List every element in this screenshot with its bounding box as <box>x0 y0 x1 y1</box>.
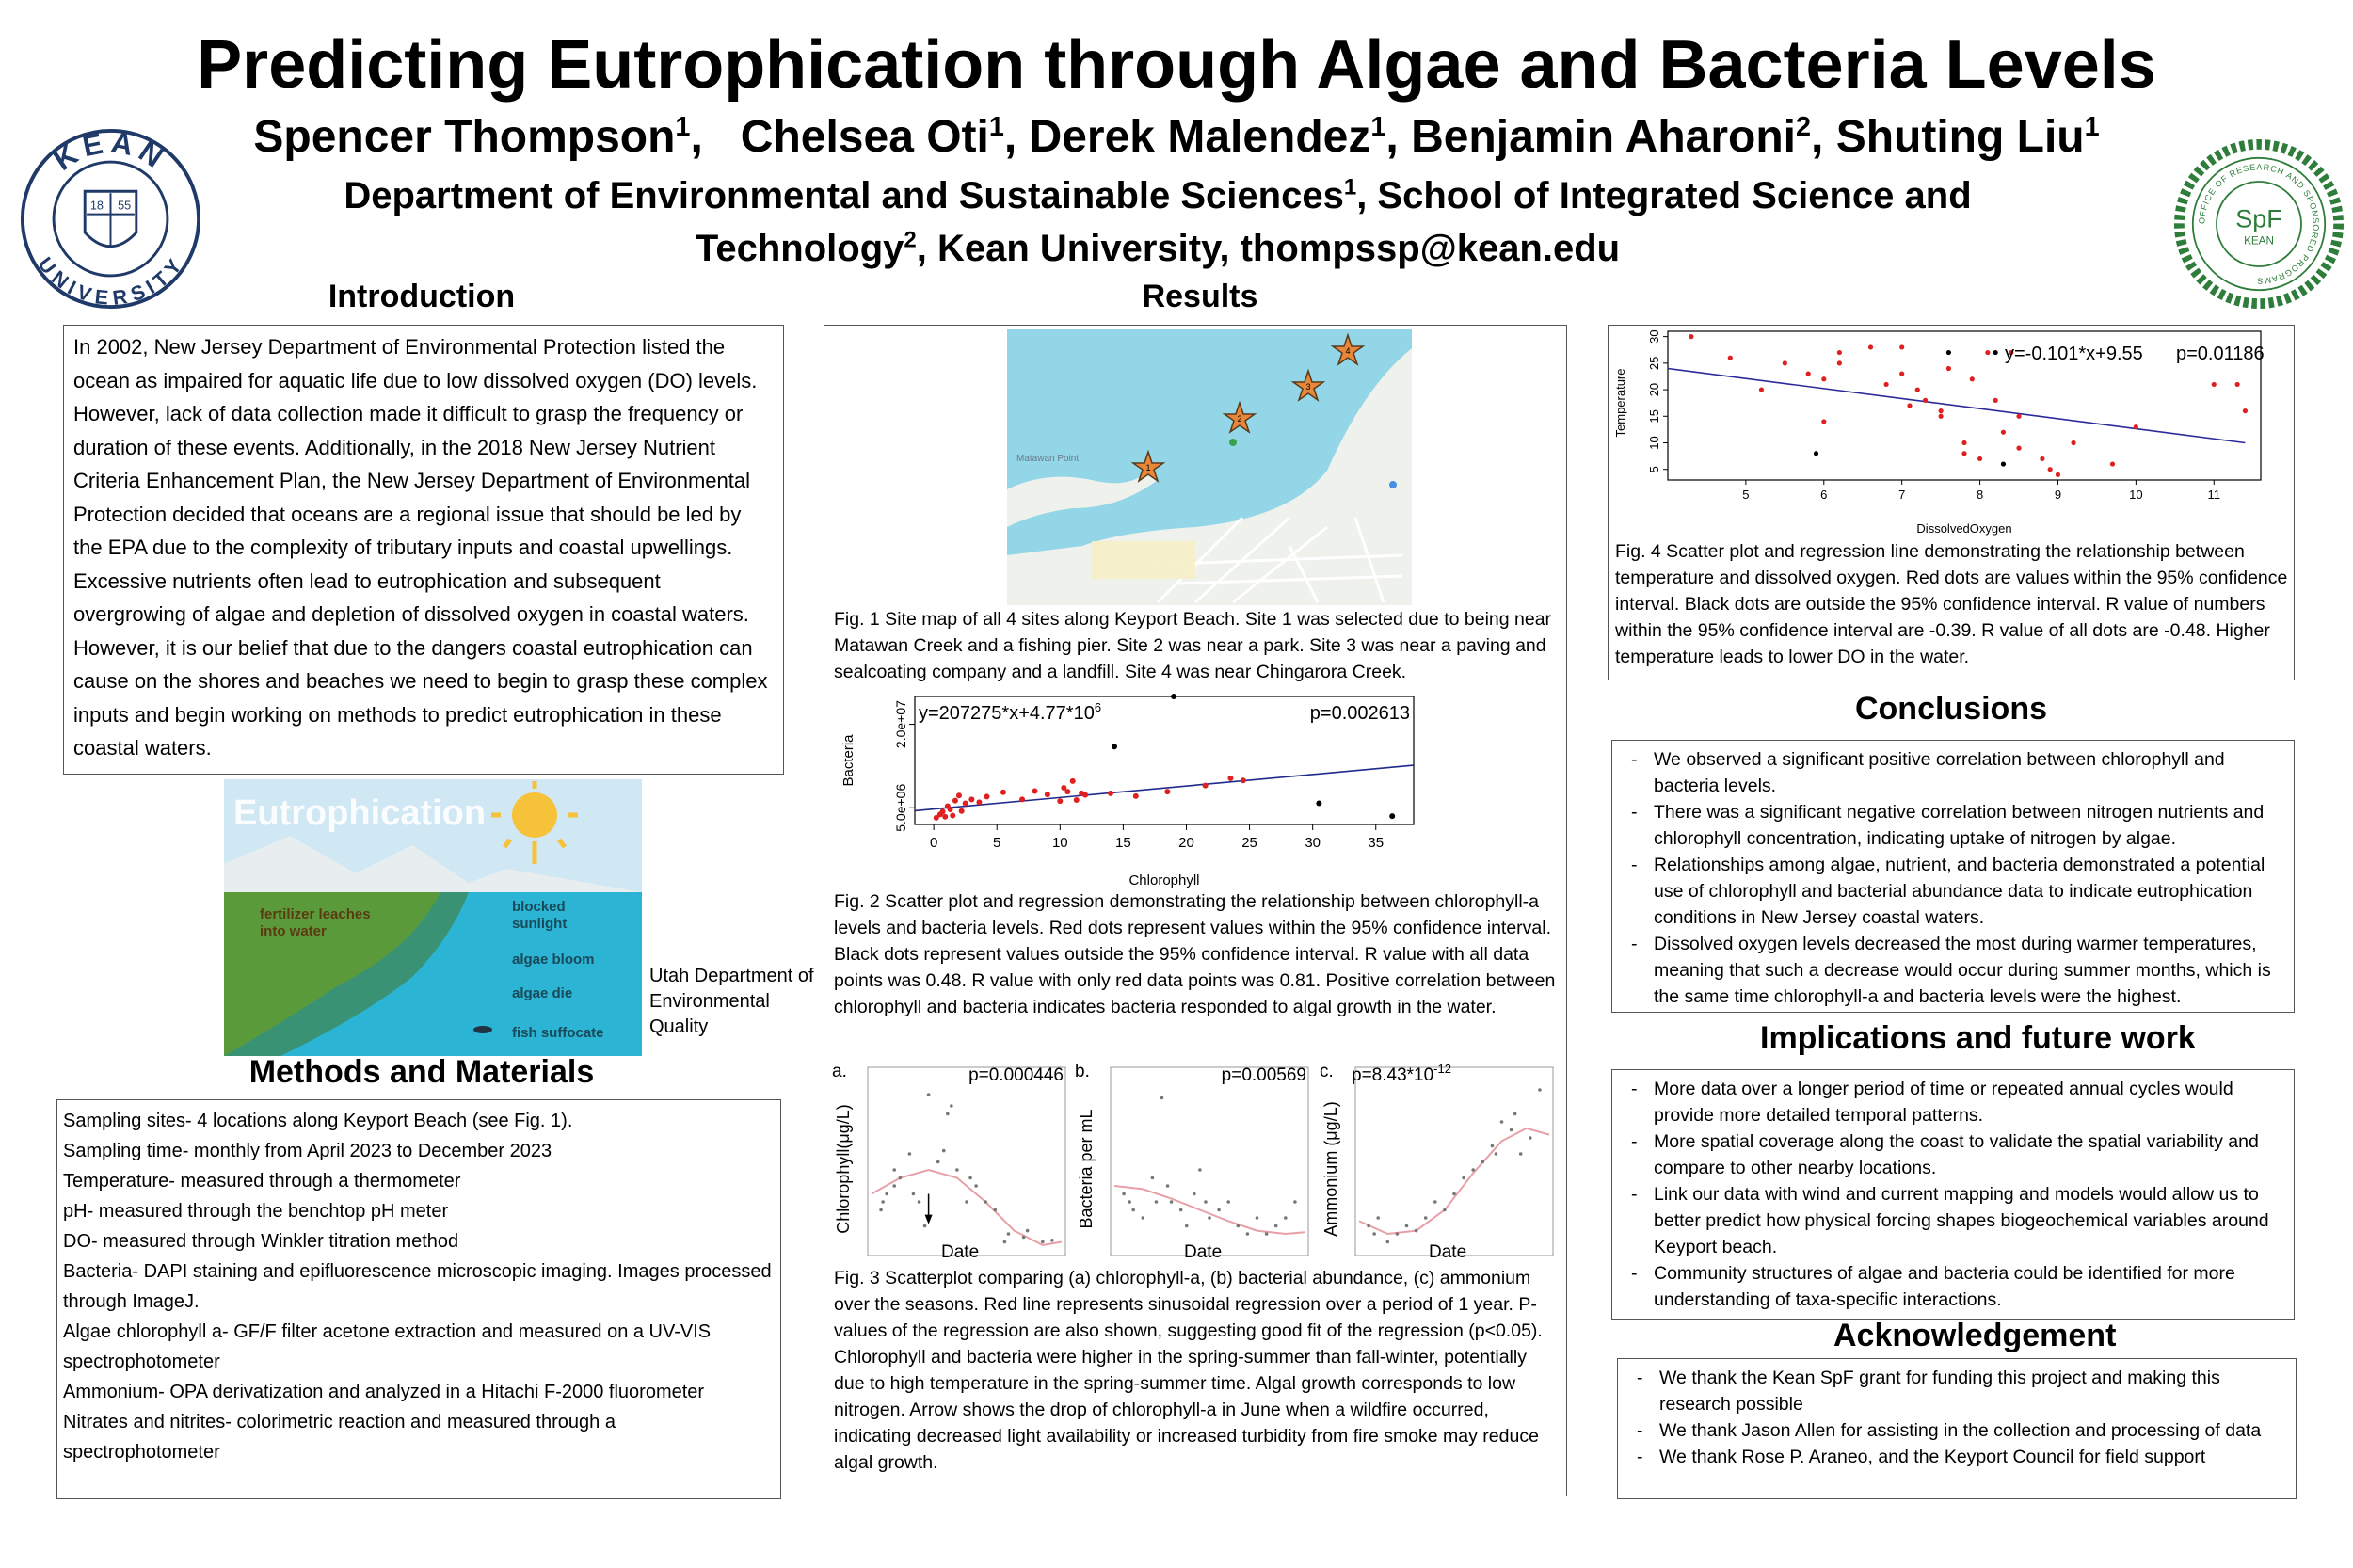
author-name: Benjamin Aharoni <box>1411 112 1796 162</box>
fig3c-y-axis-label: Ammonium (μg/L) <box>1321 1101 1340 1237</box>
fig3-data-point <box>1007 1232 1011 1236</box>
fig3-data-point <box>1204 1200 1208 1204</box>
fig3a-x-axis-label: Date <box>941 1242 980 1262</box>
fig4-data-point <box>1923 398 1928 403</box>
fig4-data-point <box>1821 419 1826 424</box>
eutro-label-6: algae die <box>512 985 573 1001</box>
eutrophication-title: Eutrophication <box>233 793 487 833</box>
fig3-data-point <box>1491 1144 1495 1148</box>
kean-logo-top-text: KEAN <box>47 127 174 178</box>
fig3-data-point <box>1452 1192 1456 1196</box>
fig3-data-point <box>1500 1120 1504 1124</box>
fig3-data-point <box>1284 1216 1288 1220</box>
spf-logo <box>2174 139 2344 309</box>
author-affiliation-number: 2 <box>1796 112 1812 142</box>
conclusion-item: - Relationships among algae, nutrient, and bacteria demonstrated a potential use of chlorophyll and bacterial abundance data to indicate eutrophication conditions in New Jersey coastal waters. <box>1620 852 2286 931</box>
site-marker-label: 3 <box>1305 382 1311 392</box>
fig3b-x-axis-label: Date <box>1184 1242 1223 1262</box>
fig4-data-point <box>1961 451 1966 456</box>
fig4-data-point <box>1783 360 1787 365</box>
fig3-data-point <box>1424 1216 1428 1220</box>
fig3-data-point <box>968 1176 972 1180</box>
spf-ring-text: OFFICE OF RESEARCH AND SPONSORED PROGRAMS <box>2197 162 2321 286</box>
kean-logo-bottom-text: UNIVERSITY <box>33 252 188 311</box>
fig2-equation-sup: 6 <box>1094 700 1102 714</box>
fig3-data-point <box>892 1184 896 1188</box>
svg-text:KEAN <box>48 127 174 177</box>
fig2-data-point <box>1241 777 1246 783</box>
fig3-data-point <box>1376 1216 1380 1220</box>
implication-item: - More spatial coverage along the coast to validate the spatial variability and compare to other nearby locations. <box>1620 1128 2286 1181</box>
fig2-data-point <box>976 799 982 805</box>
acknowledgement-item: - We thank the Kean SpF grant for funding this project and making this research possible <box>1625 1365 2288 1417</box>
fig3-data-point <box>1003 1240 1007 1244</box>
fig2-data-point <box>1316 801 1321 807</box>
author-affiliation-number: 1 <box>988 112 1004 142</box>
fig2-data-point <box>956 792 962 798</box>
fig3-data-point <box>1265 1232 1269 1236</box>
fig3-data-point <box>1041 1240 1045 1244</box>
eutro-label-2: into water <box>260 923 327 939</box>
fig2-regression-line <box>915 765 1414 810</box>
author-affiliation-number: 1 <box>2084 112 2100 142</box>
fig4-data-point <box>1977 456 1982 461</box>
fig3-data-point <box>1433 1200 1437 1204</box>
fig3-data-point <box>1471 1168 1475 1172</box>
fig2-y-tick-label: 2.0e+07 <box>893 700 908 749</box>
affiliation-number: 2 <box>904 227 917 253</box>
map-pin-icon <box>1389 481 1397 488</box>
fig2-data-point <box>1057 798 1063 804</box>
fig4-data-point <box>1939 408 1944 413</box>
fig3b-pvalue: p=0.00569 <box>1221 1065 1306 1085</box>
methods-line: Temperature- measured through a thermometer <box>63 1171 461 1192</box>
methods-line: Ammonium- OPA derivatization and analyzed in a Hitachi F-2000 fluorometer <box>63 1382 705 1402</box>
fig3-data-point <box>1405 1224 1409 1228</box>
fig3-data-point <box>1142 1216 1145 1220</box>
poster-title: Predicting Eutrophication through Algae and Bacteria Levels <box>197 27 2156 103</box>
eutro-label-4: sunlight <box>512 916 568 932</box>
fig2-caption: Fig. 2 Scatter plot and regression demonstrating the relationship between chlorophyll-a levels and bacteria levels. Red dots represent values within the 95% confidence interval. Black dots represent values outside the 95% confidence interval. R value with all data points was 0.48. R value with only red data points was 0.81. Positive correlation between chlorophyll and bacteria indicates bacteria responded to algal growth in the water. <box>834 891 1556 1017</box>
fig4-x-tick-label: 6 <box>1820 488 1828 502</box>
fig2-data-point <box>942 814 948 820</box>
fig3-data-point <box>1372 1232 1376 1236</box>
affiliation-email: , Kean University, thompssp@kean.edu <box>916 228 1621 269</box>
implication-item: - Link our data with wind and current mapping and models would allow us to better predict how physical forcing shapes biogeochemical variables around Keyport beach. <box>1620 1181 2286 1260</box>
fig4-equation: y=-0.101*x+9.55 <box>2005 344 2143 364</box>
fig4-data-point <box>1868 344 1873 349</box>
fig2-data-point <box>940 808 946 814</box>
fig3-data-point <box>1185 1224 1189 1228</box>
fig3-data-point <box>1293 1200 1297 1204</box>
methods-line: DO- measured through Winkler titration method <box>63 1231 459 1252</box>
fig4-data-point <box>2134 424 2138 429</box>
site-marker-label: 4 <box>1345 346 1351 356</box>
fig3-data-point <box>1519 1152 1523 1156</box>
fig2-data-point <box>959 808 965 814</box>
eutro-label-7: fish suffocate <box>512 1025 604 1041</box>
fig3-data-point <box>1415 1229 1418 1233</box>
fig3a-plot-area <box>868 1067 1065 1256</box>
fig4-data-point <box>2235 382 2240 387</box>
fig3-data-point <box>892 1168 896 1172</box>
implication-item: - More data over a longer period of time or repeated annual cycles would provide more detailed temporal patterns. <box>1620 1076 2286 1128</box>
fig3b-plot-area <box>1111 1067 1308 1256</box>
fig3-data-point <box>994 1208 998 1212</box>
fig2-data-point <box>1227 776 1233 781</box>
fig4-data-point <box>1884 382 1889 387</box>
spf-logo-subtext: KEAN <box>2244 234 2274 248</box>
fish-icon <box>473 1026 492 1033</box>
affiliation-text: Department of Environmental and Sustainable Sciences <box>344 175 1344 216</box>
eutrophication-diagram <box>224 779 642 1056</box>
fig4-x-tick-label: 8 <box>1976 488 1984 502</box>
site-map <box>1007 329 1412 605</box>
fig2-data-point <box>952 798 958 804</box>
acknowledgement-box <box>1617 1358 2297 1499</box>
fig3-data-point <box>1208 1216 1211 1220</box>
fig2-data-point <box>1064 789 1070 794</box>
fig4-data-point <box>1961 440 1966 445</box>
fig3-data-point <box>1217 1208 1221 1212</box>
fig4-data-point <box>1759 387 1764 392</box>
fig4-data-point <box>1946 366 1951 371</box>
fig3c-pvalue-sup: -12 <box>1433 1062 1451 1076</box>
fig4-chart <box>1611 328 2289 539</box>
fig3-data-point <box>1495 1152 1498 1156</box>
fig3a-y-axis-label: Chlorophyll(μg/L) <box>834 1104 853 1234</box>
fig3-data-point <box>1122 1192 1126 1196</box>
fig2-x-tick-label: 15 <box>1115 835 1131 851</box>
fig4-data-point <box>2071 440 2075 445</box>
fig2-data-point <box>1000 790 1006 795</box>
fig3c-plot-area <box>1355 1067 1553 1256</box>
fig3-data-point <box>1131 1208 1135 1212</box>
fig3-data-point <box>1513 1112 1517 1116</box>
fig4-data-point <box>1993 350 1998 355</box>
fig3-data-point <box>1050 1239 1054 1242</box>
methods-line: Sampling sites- 4 locations along Keyport Beach (see Fig. 1). <box>63 1111 573 1131</box>
fig4-data-point <box>1806 372 1811 376</box>
fig3-data-point <box>1022 1236 1026 1240</box>
fig2-data-point <box>1389 813 1395 819</box>
fig4-data-point <box>2016 446 2021 451</box>
fig3-data-point <box>1226 1200 1230 1204</box>
fig2-data-point <box>1070 778 1076 784</box>
kean-year-left: 18 <box>89 199 104 213</box>
fig4-data-point <box>1915 387 1920 392</box>
fig4-data-point <box>2110 461 2115 466</box>
implications-box <box>1611 1069 2295 1320</box>
fig4-data-point <box>2056 472 2060 477</box>
fig4-data-point <box>1728 356 1733 360</box>
fig3-data-point <box>1155 1200 1159 1204</box>
fig4-data-point <box>1907 403 1912 408</box>
fig1-caption: Fig. 1 Site map of all 4 sites along Keyport Beach. Site 1 was selected due to being near Matawan Creek and a fishing pier. Site 2 was near a park. Site 3 was near a paving and sealcoating company and a landfill. Site 4 was near Chingarora Creek. <box>834 609 1552 682</box>
fig2-data-point <box>1082 792 1088 798</box>
fig2-data-point <box>1074 797 1080 803</box>
spf-logo-text: SpF <box>2235 204 2282 233</box>
fig3-data-point <box>1538 1088 1542 1092</box>
fig3-data-point <box>1256 1216 1259 1220</box>
acknowledgement-heading: Acknowledgement <box>1833 1318 2117 1353</box>
fig3-data-point <box>974 1184 978 1188</box>
fig3c-chart <box>1318 1056 1562 1265</box>
fig4-x-tick-label: 5 <box>1742 488 1750 502</box>
fig2-data-point <box>1203 783 1209 789</box>
fig4-y-axis-label: Temperature <box>1613 368 1627 438</box>
fig4-plot-area <box>1668 331 2261 480</box>
fig2-x-tick-label: 0 <box>929 835 938 851</box>
fig3-data-point <box>984 1200 987 1204</box>
fig3-data-point <box>1246 1232 1250 1236</box>
fig3-data-point <box>1443 1208 1447 1212</box>
fig3-data-point <box>881 1200 885 1204</box>
fig3a-chart <box>830 1056 1075 1265</box>
fig4-regression-line <box>1668 369 2245 443</box>
fig3-data-point <box>1462 1176 1465 1180</box>
fig4-data-point <box>1970 376 1975 381</box>
fig2-pvalue: p=0.002613 <box>1309 703 1410 724</box>
methods-line: Nitrates and nitrites- colorimetric reaction and measured through a spectrophotometer <box>63 1412 616 1463</box>
fig3-data-point <box>908 1152 912 1156</box>
fig3-data-point <box>936 1160 940 1164</box>
kean-year-right: 55 <box>118 199 132 213</box>
conclusion-item: - We observed a significant positive correlation between chlorophyll and bacteria levels. <box>1620 746 2286 799</box>
fig2-data-point <box>1045 792 1050 797</box>
author-affiliation-number: 1 <box>1370 112 1386 142</box>
fig3-data-point <box>927 1093 931 1096</box>
fig2-data-point <box>1108 791 1113 796</box>
fig3-data-point <box>1198 1168 1202 1172</box>
fig2-chart <box>828 685 1544 890</box>
fig4-data-point <box>2040 456 2044 461</box>
fig4-data-point <box>1993 398 1998 403</box>
fig2-y-axis-label: Bacteria <box>840 734 856 787</box>
fig2-x-tick-label: 20 <box>1178 835 1194 851</box>
fig3-data-point <box>1510 1128 1513 1132</box>
fig3-data-point <box>1481 1160 1485 1164</box>
fig3-data-point <box>879 1208 883 1212</box>
fig3-data-point <box>955 1168 959 1172</box>
fig2-x-axis-label: Chlorophyll <box>1128 872 1200 888</box>
fig4-y-tick-label: 30 <box>1647 329 1661 344</box>
fig3-data-point <box>1237 1224 1241 1228</box>
fig4-data-point <box>2243 408 2248 413</box>
implication-item: - Community structures of algae and bacteria could be identified for more understanding of taxa-specific interactions. <box>1620 1260 2286 1313</box>
fig3-data-point <box>1529 1136 1532 1140</box>
fig3-data-point <box>946 1112 950 1116</box>
fig4-data-point <box>1899 344 1904 349</box>
affiliation-number: 1 <box>1343 174 1357 200</box>
fig4-y-tick-label: 20 <box>1647 382 1661 397</box>
fig2-data-point <box>968 796 974 802</box>
fig4-y-tick-label: 10 <box>1647 436 1661 450</box>
fig3a-panel-label: a. <box>832 1062 847 1081</box>
introduction-box <box>63 325 784 775</box>
fig2-y-tick-label: 5.0e+06 <box>893 783 908 832</box>
fig3c-panel-label: c. <box>1320 1062 1334 1081</box>
methods-line: Algae chlorophyll a- GF/F filter acetone extraction and measured on a UV-VIS spectrophotometer <box>63 1321 712 1372</box>
fig4-data-point <box>2016 414 2021 419</box>
fig2-equation-main: y=207275*x+4.77*10 <box>919 703 1095 724</box>
conclusions-heading: Conclusions <box>1854 691 2048 727</box>
fig3-fit-curve <box>1359 1128 1549 1234</box>
affiliation-text: Technology <box>695 228 904 269</box>
fig3-fit-curve <box>872 1170 1062 1245</box>
fig2-equation <box>919 700 1101 724</box>
fig2-data-point <box>1164 789 1170 794</box>
author-list: Spencer Thompson$^1$, Chelsea Oti$^1$, Derek Malendez$^1$, Benjamin Aharoni$^2$, Shuting Liu$^1$ <box>253 112 2100 162</box>
fig2-data-point <box>948 807 953 812</box>
implications-heading: Implications and future work <box>1760 1020 2196 1056</box>
fig3-data-point <box>942 1149 946 1153</box>
fig4-caption: Fig. 4 Scatter plot and regression line demonstrating the relationship between temperature and dissolved oxygen. Red dots are values within the 95% confidence interval. Black dots are outside the 95% confidence interval. R value of numbers within the 95% confidence interval are -0.39. R value of all dots are -0.48. Higher temperature leads to lower DO in the water. <box>1615 541 2288 667</box>
fig4-data-point <box>1946 350 1951 355</box>
fig4-data-point <box>1939 414 1944 419</box>
fig4-data-point <box>1821 376 1826 381</box>
fig3a-pvalue: p=0.000446 <box>968 1065 1064 1085</box>
fig3-data-point <box>1128 1200 1131 1204</box>
author-name: Spencer Thompson <box>253 112 676 162</box>
fig3-data-point <box>965 1200 968 1204</box>
methods-line: pH- measured through the benchtop pH meter <box>63 1201 449 1222</box>
fig3-data-point <box>1367 1224 1370 1228</box>
fig3-data-point <box>899 1176 903 1180</box>
fig3-data-point <box>950 1104 953 1108</box>
fig3c-pvalue <box>1352 1062 1451 1085</box>
fig4-y-tick-label: 25 <box>1647 356 1661 371</box>
fig3-data-point <box>1274 1224 1278 1228</box>
fig4-data-point <box>2001 430 2006 435</box>
affiliation-text: , School of Integrated Science and <box>1356 175 1972 216</box>
fig3-data-point <box>1179 1208 1183 1212</box>
fig4-x-tick-label: 9 <box>2054 488 2062 502</box>
introduction-text: In 2002, New Jersey Department of Environmental Protection listed the ocean as impaired for aquatic life due to low dissolved oxygen (DO) levels. However, lack of data collection made it difficult to grasp the frequency or duration of these events. Additionally, in the 2018 New Jersey Nutrient Criteria Enhancement Plan, the New Jersey Department of Environmental Protection decided that oceans are a regional issue that should be led by the EPA due to the complexity of tributary inputs and coastal upwellings. Excessive nutrients often lead to eutrophication and subsequent overgrowing of algae and depletion of dissolved oxygen in coastal waters. However, it is our belief that due to the dangers coastal eutrophication can cause on the shores and beaches we need to begin to grasp these complex inputs and begin working on methods to predict eutrophication in these coastal waters. <box>73 335 768 760</box>
author-name: Derek Malendez <box>1029 112 1371 162</box>
fig4-data-point <box>2001 461 2006 466</box>
conclusions-box <box>1611 740 2295 1013</box>
fig3-data-point <box>923 1224 927 1228</box>
fig2-data-point <box>1133 793 1139 799</box>
fig3-data-point <box>912 1192 916 1196</box>
fig4-x-axis-label: DissolvedOxygen <box>1916 521 2012 536</box>
methods-line: Sampling time- monthly from April 2023 to December 2023 <box>63 1141 552 1161</box>
fig3-data-point <box>1193 1192 1196 1196</box>
fig2-data-point <box>984 793 989 799</box>
fig3-data-point <box>1386 1240 1390 1244</box>
map-town-label: Matawan Point <box>1016 454 1080 464</box>
fig3c-x-axis-label: Date <box>1429 1242 1467 1262</box>
fig4-x-tick-label: 10 <box>2129 488 2143 502</box>
fig2-x-tick-label: 30 <box>1305 835 1321 851</box>
fig2-x-tick-label: 5 <box>993 835 1001 851</box>
introduction-heading: Introduction <box>328 279 516 314</box>
fig4-x-tick-label: 7 <box>1898 488 1906 502</box>
conclusion-item: - Dissolved oxygen levels decreased the most during warmer temperatures, meaning that such a decrease would occur during summer months, which is the same time chlorophyll-a and bacteria levels were the highest. <box>1620 931 2286 1010</box>
fig3c-pvalue-main: p=8.43*10 <box>1352 1065 1434 1085</box>
fig3-data-point <box>1166 1184 1170 1188</box>
methods-heading: Methods and Materials <box>248 1054 595 1090</box>
fig4-data-point <box>2048 467 2053 472</box>
affiliation <box>301 169 2014 275</box>
fig3-data-point <box>1170 1200 1174 1204</box>
fig2-data-point <box>1112 744 1117 749</box>
fig4-data-point <box>1899 372 1904 376</box>
fig4-data-point <box>1814 451 1818 456</box>
acknowledgement-item: - We thank Jason Allen for assisting in the collection and processing of data <box>1625 1417 2288 1444</box>
fig3b-panel-label: b. <box>1075 1062 1090 1081</box>
site-marker-label: 1 <box>1145 463 1151 472</box>
author-affiliation-number: 1 <box>675 112 691 142</box>
fig3-data-point <box>1151 1176 1155 1180</box>
results-heading: Results <box>1142 279 1258 314</box>
conclusion-item: - There was a significant negative correlation between nitrogen nutrients and chlorophyll concentration, indicating uptake of nitrogen by algae. <box>1620 799 2286 852</box>
fig3-data-point <box>1396 1232 1400 1236</box>
fig4-data-point <box>1689 334 1693 339</box>
fig2-data-point <box>950 813 955 819</box>
author-name: Chelsea Oti <box>740 112 989 162</box>
author-name: Shuting Liu <box>1835 112 2085 162</box>
fig2-data-point <box>1019 796 1025 802</box>
fig4-x-tick-label: 11 <box>2207 488 2221 502</box>
fig2-x-tick-label: 10 <box>1051 835 1068 851</box>
fig2-x-tick-label: 35 <box>1368 835 1385 851</box>
fig4-data-point <box>1985 350 1990 355</box>
fig4-y-tick-label: 5 <box>1647 466 1661 473</box>
diagram-credit: Utah Department of Environmental Quality <box>649 966 814 1037</box>
fig3b-chart <box>1073 1056 1318 1265</box>
fig3-data-point <box>1160 1096 1164 1100</box>
fig4-data-point <box>1837 360 1842 365</box>
eutro-label-3: blocked <box>512 899 566 915</box>
fig3b-y-axis-label: Bacteria per mL <box>1077 1109 1096 1229</box>
fig2-data-point <box>1171 694 1176 699</box>
fig2-x-tick-label: 25 <box>1241 835 1257 851</box>
fig4-data-point <box>1837 350 1842 355</box>
fig3a-arrow-head <box>925 1215 933 1224</box>
eutro-label-1: fertilizer leaches <box>260 906 371 922</box>
methods-box <box>56 1099 781 1499</box>
fig4-data-point <box>2212 382 2217 387</box>
eutro-label-5: algae bloom <box>512 952 595 968</box>
park-icon <box>1229 439 1237 446</box>
fig3-data-point <box>918 1200 921 1204</box>
methods-line: Bacteria- DAPI staining and epifluorescence microscopic imaging. Images processed through ImageJ. <box>63 1261 772 1312</box>
fig2-data-point <box>963 801 968 807</box>
fig2-data-point <box>1032 789 1037 794</box>
fig3-data-point <box>885 1192 888 1196</box>
fig3-data-point <box>1026 1229 1030 1233</box>
fig4-pvalue: p=0.01186 <box>2176 344 2265 364</box>
acknowledgement-item: - We thank Rose P. Araneo, and the Keyport Council for field support <box>1625 1444 2288 1470</box>
fig3-caption: Fig. 3 Scatterplot comparing (a) chlorophyll-a, (b) bacterial abundance, (c) ammonium over the seasons. Red line represents sinusoidal regression over a period of 1 year. P-values of the regression are also shown, suggesting good fit of the regression (p<0.05). Chlorophyll and bacteria were higher in the spring-summer than fall-winter, potentially due to high temperature in the spring-summer time. Algal growth corresponds to low nitrogen. Arrow shows the drop of chlorophyll-a in June when a wildfire occurred, indicating decreased light availability or increased turbidity from fire smoke may reduce algal growth. <box>834 1268 1543 1473</box>
site-marker-label: 2 <box>1237 414 1242 424</box>
fig4-y-tick-label: 15 <box>1647 409 1661 424</box>
